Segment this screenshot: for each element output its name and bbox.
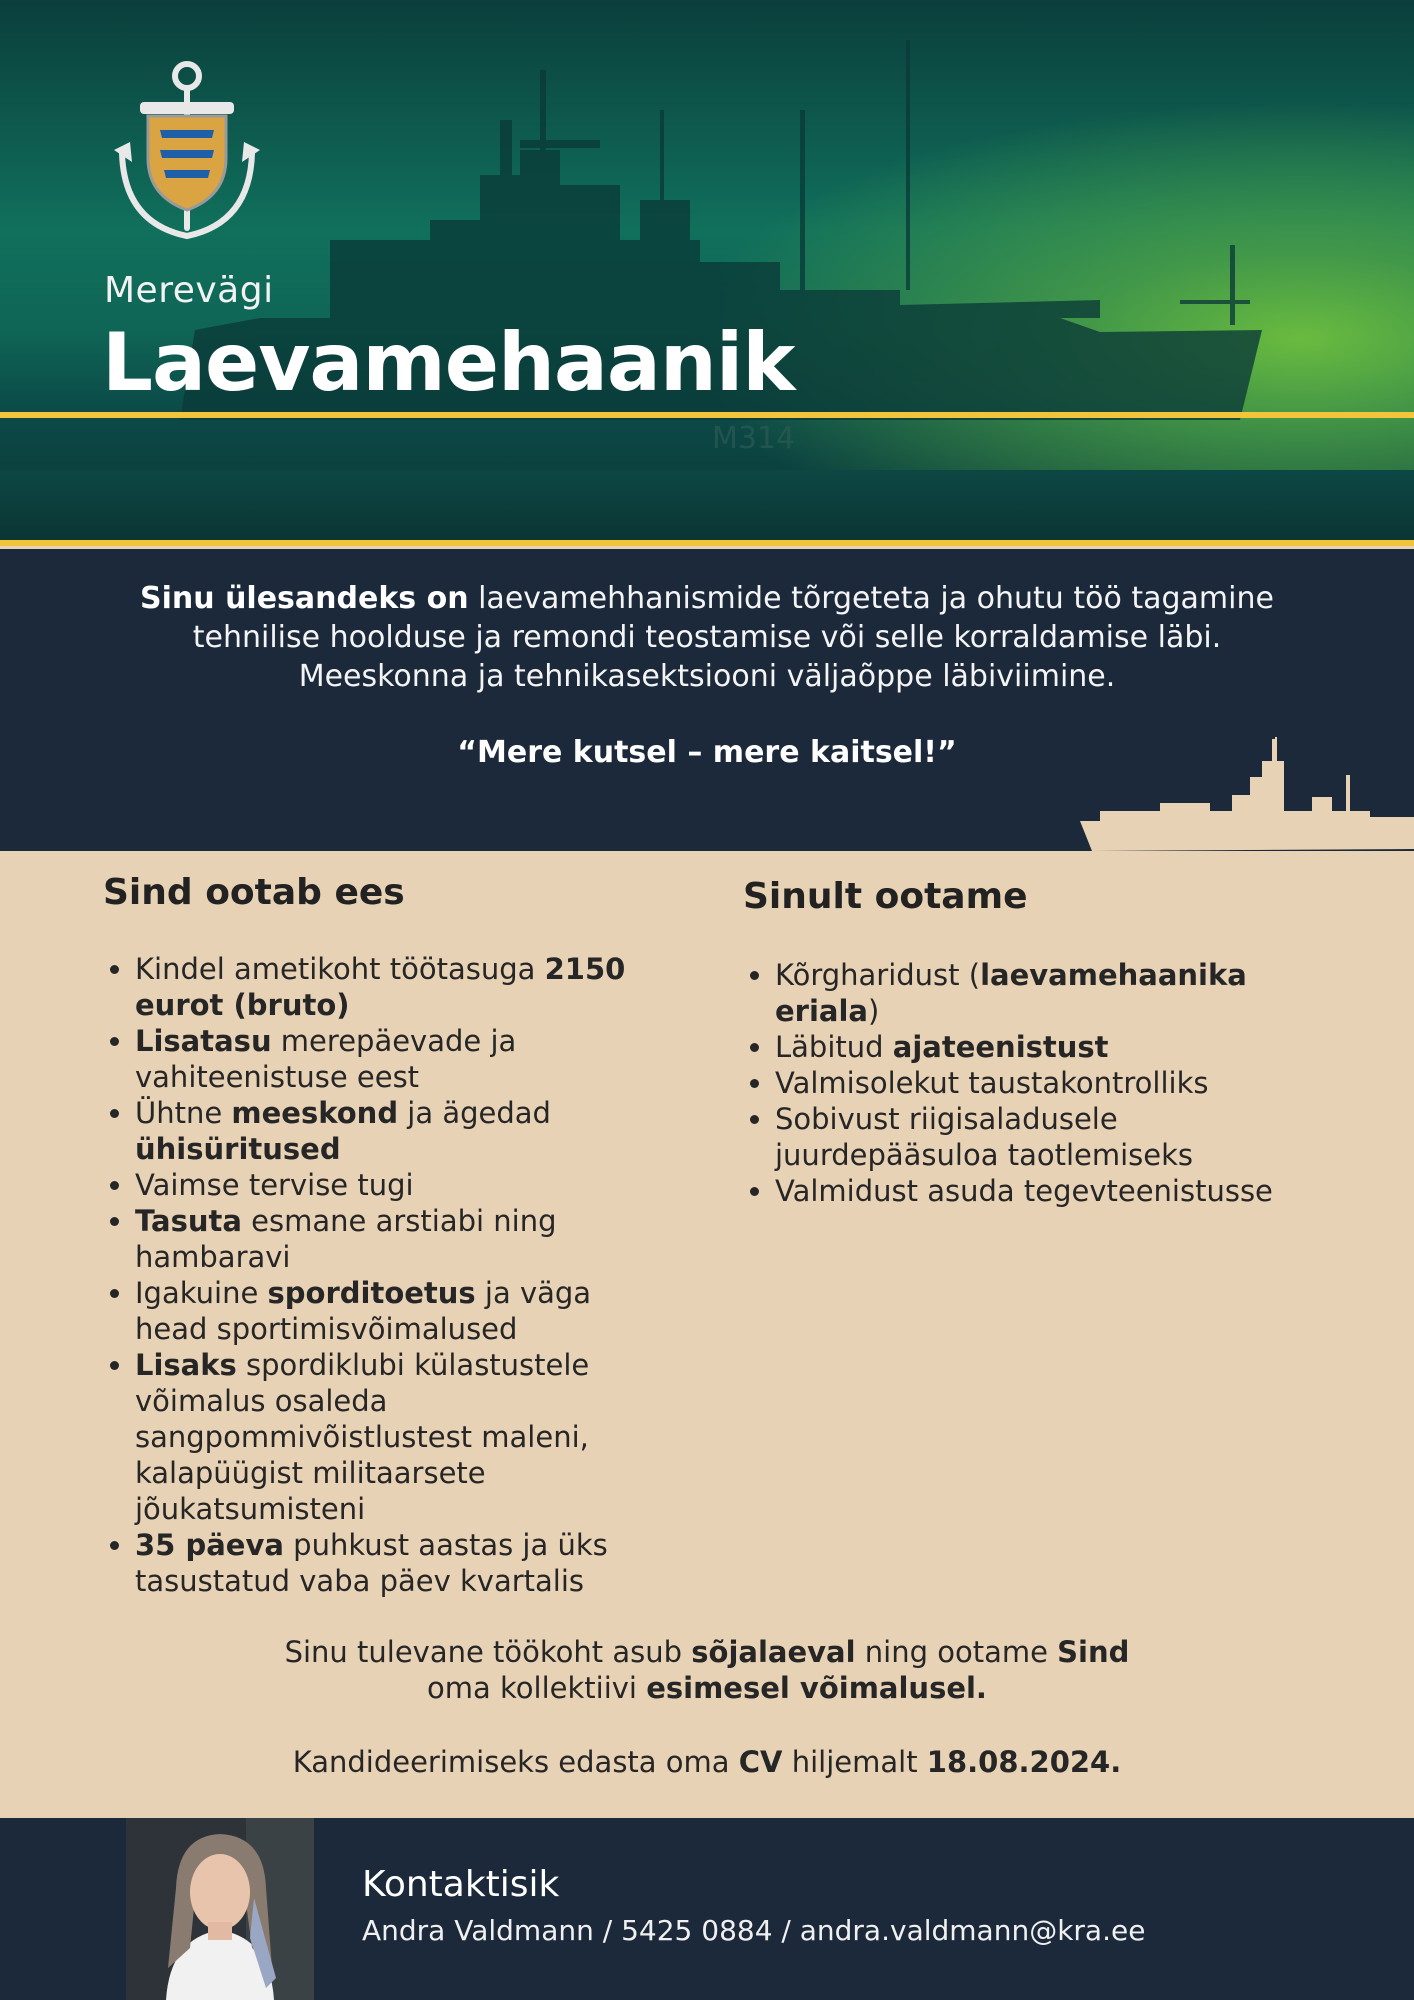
item-text: Valmisolekut taustakontrolliks bbox=[775, 1066, 1209, 1100]
divider-line bbox=[0, 540, 1414, 546]
item-bold: laevamehaanika eriala bbox=[775, 958, 1247, 1028]
list-item bbox=[775, 957, 1303, 1029]
item-bold: Lisatasu bbox=[135, 1024, 272, 1058]
deadline-part: Kandideerimiseks edasta oma bbox=[292, 1745, 739, 1779]
list-item bbox=[775, 1173, 1303, 1209]
list-item bbox=[135, 951, 643, 1023]
item-text: merepäevade ja vahiteenistuse eest bbox=[135, 1024, 517, 1094]
intro-text bbox=[80, 579, 1334, 696]
list-item bbox=[775, 1029, 1303, 1065]
item-bold: meeskond bbox=[231, 1096, 399, 1130]
item-text: Kõrgharidust ( bbox=[775, 958, 981, 992]
item-text: puhkust aastas ja üks tasustatud vaba päev kvartalis bbox=[135, 1528, 608, 1598]
hero-banner bbox=[0, 0, 1414, 546]
list-item bbox=[135, 1095, 643, 1167]
closing-text-part: Sinu tulevane töökoht asub bbox=[284, 1635, 692, 1669]
item-bold: Tasuta bbox=[135, 1204, 242, 1238]
list-item bbox=[135, 1167, 643, 1203]
item-text: Läbitud bbox=[775, 1030, 893, 1064]
item-text: Igakuine bbox=[135, 1276, 268, 1310]
list-item bbox=[135, 1347, 643, 1527]
page-title: Laevamehaanik bbox=[102, 316, 795, 409]
item-bold: ajateenistust bbox=[892, 1030, 1109, 1064]
item-bold: 2150 eurot (bruto) bbox=[135, 952, 626, 1022]
item-bold: sporditoetus bbox=[267, 1276, 476, 1310]
item-bold: 35 päeva bbox=[135, 1528, 284, 1562]
requirements-list bbox=[743, 957, 1303, 1209]
list-item bbox=[135, 1527, 643, 1599]
divider-line bbox=[0, 412, 1414, 418]
closing-bold: sõjalaeval bbox=[691, 1635, 856, 1669]
item-text: Valmidust asuda tegevteenistusse bbox=[775, 1174, 1273, 1208]
contact-title: Kontaktisik bbox=[362, 1864, 560, 1905]
item-text: Ühtne bbox=[135, 1096, 232, 1130]
intro-line2: tehnilise hoolduse ja remondi teostamise või selle korraldamise läbi. bbox=[192, 620, 1222, 655]
sea bbox=[0, 470, 1414, 546]
deadline-part: hiljemalt bbox=[782, 1745, 927, 1779]
item-bold: Lisaks bbox=[135, 1348, 237, 1382]
closing-text-part: ning ootame bbox=[855, 1635, 1058, 1669]
intro-section bbox=[0, 549, 1414, 851]
list-item bbox=[135, 1275, 643, 1347]
list-item bbox=[135, 1203, 643, 1275]
requirements-heading: Sinult ootame bbox=[743, 876, 1028, 917]
contact-info: Andra Valdmann / 5425 0884 / andra.valdmann@kra.ee bbox=[362, 1914, 1146, 1947]
offer-column bbox=[103, 872, 643, 1599]
intro-line3: Meeskonna ja tehnikasektsiooni väljaõppe läbiviimine. bbox=[298, 659, 1116, 694]
closing-bold: esimesel võimalusel. bbox=[646, 1671, 987, 1705]
item-text: ja ägedad bbox=[398, 1096, 551, 1130]
item-text: ) bbox=[868, 994, 880, 1028]
deadline-bold: CV bbox=[738, 1745, 783, 1779]
list-item bbox=[775, 1101, 1303, 1173]
closing-text-part: oma kollektiivi bbox=[427, 1671, 647, 1705]
contact-footer bbox=[0, 1818, 1414, 2000]
offer-heading: Sind ootab ees bbox=[103, 872, 405, 913]
list-item bbox=[135, 1023, 643, 1095]
offer-list bbox=[103, 951, 643, 1599]
item-text: Vaimse tervise tugi bbox=[135, 1168, 414, 1202]
closing-text bbox=[0, 1634, 1414, 1706]
item-text: Kindel ametikoht töötasuga bbox=[135, 952, 545, 986]
deadline-date: 18.08.2024. bbox=[926, 1745, 1122, 1779]
item-text: ja väga head sportimisvõimalused bbox=[135, 1276, 592, 1346]
hull-number: M314 bbox=[712, 421, 796, 456]
closing-bold: Sind bbox=[1057, 1635, 1130, 1669]
unit-label: Merevägi bbox=[104, 270, 274, 311]
anchor-coat-of-arms-icon bbox=[112, 58, 262, 243]
slogan: “Mere kutsel – mere kaitsel!” bbox=[457, 735, 957, 770]
deadline-text bbox=[0, 1745, 1414, 1779]
item-text: esmane arstiabi ning hambaravi bbox=[135, 1204, 557, 1274]
intro-line1: laevamehhanismide tõrgeteta ja ohutu töö tagamine bbox=[468, 581, 1274, 616]
contact-photo-avatar bbox=[126, 1818, 314, 2000]
list-item bbox=[775, 1065, 1303, 1101]
item-text: spordiklubi külastustele võimalus osaleda sangpommivõistlustest maleni, kalapüügist militaarsete jõukatsumisteni bbox=[135, 1348, 590, 1526]
intro-lead: Sinu ülesandeks on bbox=[140, 581, 469, 616]
item-text: Sobivust riigisaladusele juurdepääsuloa taotlemiseks bbox=[775, 1102, 1194, 1172]
requirements-column bbox=[743, 876, 1303, 1209]
item-bold: ühisüritused bbox=[135, 1132, 341, 1166]
